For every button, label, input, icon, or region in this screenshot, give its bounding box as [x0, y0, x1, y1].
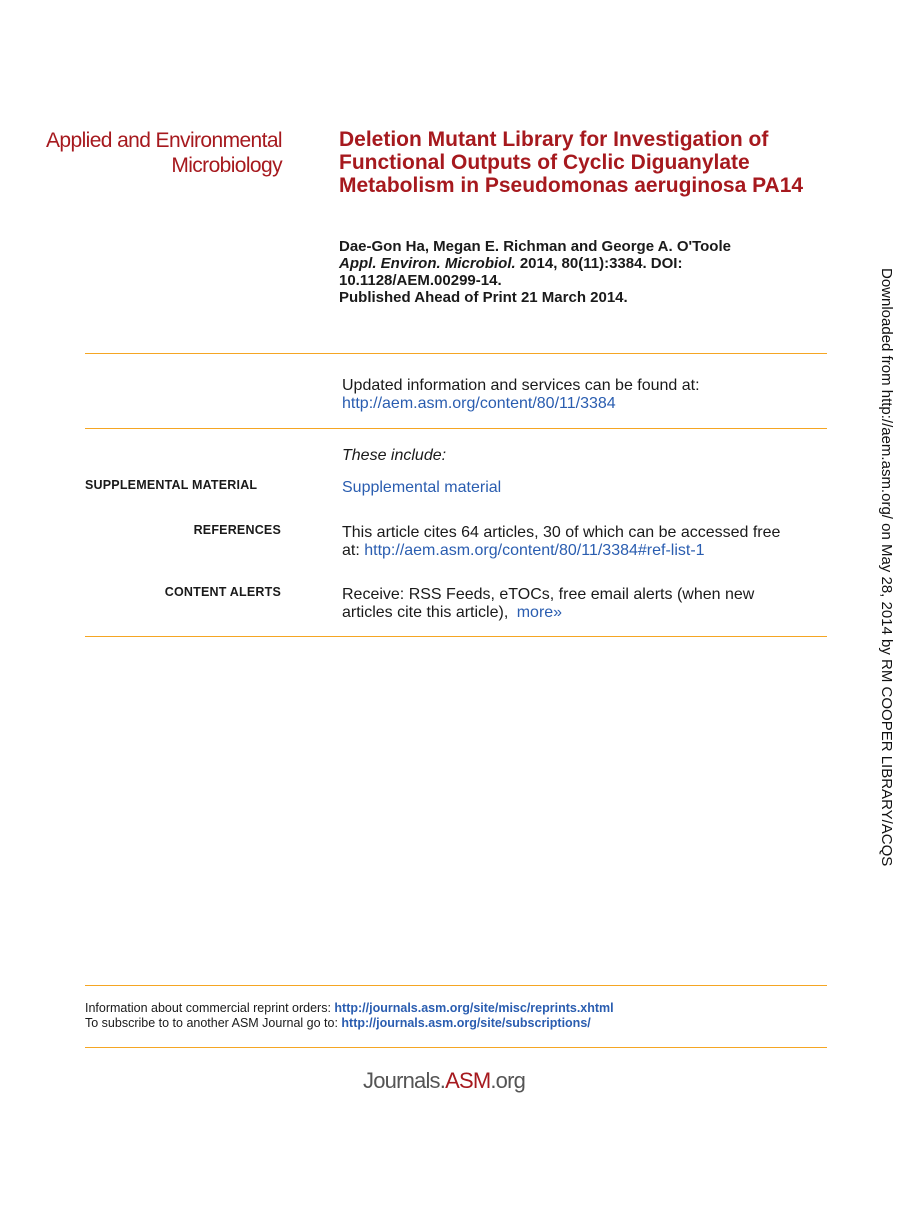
updates-text: Updated information and services can be found at: — [342, 377, 700, 394]
footer-divider-bottom — [85, 1047, 827, 1048]
more-link[interactable]: more» — [516, 604, 563, 621]
references-prefix: at: — [342, 542, 365, 559]
alerts-block — [342, 586, 822, 622]
journal-logo-line1: Applied and Environmental — [46, 129, 282, 152]
references-label: REFERENCES — [193, 523, 281, 537]
journals-logo-part3: .org — [490, 1068, 526, 1093]
article-doi: 10.1128/AEM.00299-14. — [339, 272, 502, 289]
alerts-text-2: articles cite this article), — [342, 604, 509, 621]
divider-bottom — [85, 636, 827, 637]
divider-middle — [85, 428, 827, 429]
article-url-link[interactable]: http://aem.asm.org/content/80/11/3384 — [342, 395, 616, 412]
references-block — [342, 524, 822, 560]
journals-logo-part2: ASM — [445, 1068, 491, 1093]
reprints-link[interactable]: http://journals.asm.org/site/misc/reprints.xhtml — [334, 1001, 614, 1015]
alerts-label: CONTENT ALERTS — [164, 585, 281, 599]
journal-logo-line2: Microbiology — [171, 154, 282, 177]
references-link[interactable]: http://aem.asm.org/content/80/11/3384#ref-list-1 — [364, 542, 705, 559]
references-text: This article cites 64 articles, 30 of which can be accessed free — [342, 524, 781, 541]
subscribe-text: To subscribe to to another ASM Journal go to: — [85, 1016, 342, 1030]
includes-heading: These include: — [342, 447, 447, 464]
divider-top — [85, 353, 827, 354]
reprints-text: Information about commercial reprint orders: — [85, 1001, 335, 1015]
updates-block — [342, 377, 822, 413]
alerts-text: Receive: RSS Feeds, eTOCs, free email alerts (when new — [342, 586, 755, 603]
journal-logo — [30, 128, 282, 178]
article-authors: Dae-Gon Ha, Megan E. Richman and George A. O'Toole — [339, 238, 731, 255]
footer-divider-top — [85, 985, 827, 986]
journals-asm-logo[interactable] — [363, 1068, 525, 1094]
footer — [85, 1001, 825, 1031]
journals-logo-part1: Journals. — [363, 1068, 446, 1093]
journal-abbrev: Appl. Environ. Microbiol. — [339, 255, 516, 272]
supplemental-link[interactable]: Supplemental material — [342, 479, 502, 496]
supplemental-label: SUPPLEMENTAL MATERIAL — [85, 478, 258, 492]
subscribe-link[interactable]: http://journals.asm.org/site/subscriptions/ — [341, 1016, 591, 1030]
download-notice: Downloaded from http://aem.asm.org/ on May 28, 2014 by RM COOPER LIBRARY/ACQS — [878, 268, 895, 867]
article-citation — [339, 255, 839, 306]
article-title: Deletion Mutant Library for Investigation of Functional Outputs of Cyclic Diguanylate Metabolism in Pseudomonas aeruginosa PA14 — [339, 128, 804, 197]
citation-details: 2014, 80(11):3384. DOI: — [515, 255, 683, 272]
publication-date: Published Ahead of Print 21 March 2014. — [339, 289, 628, 306]
